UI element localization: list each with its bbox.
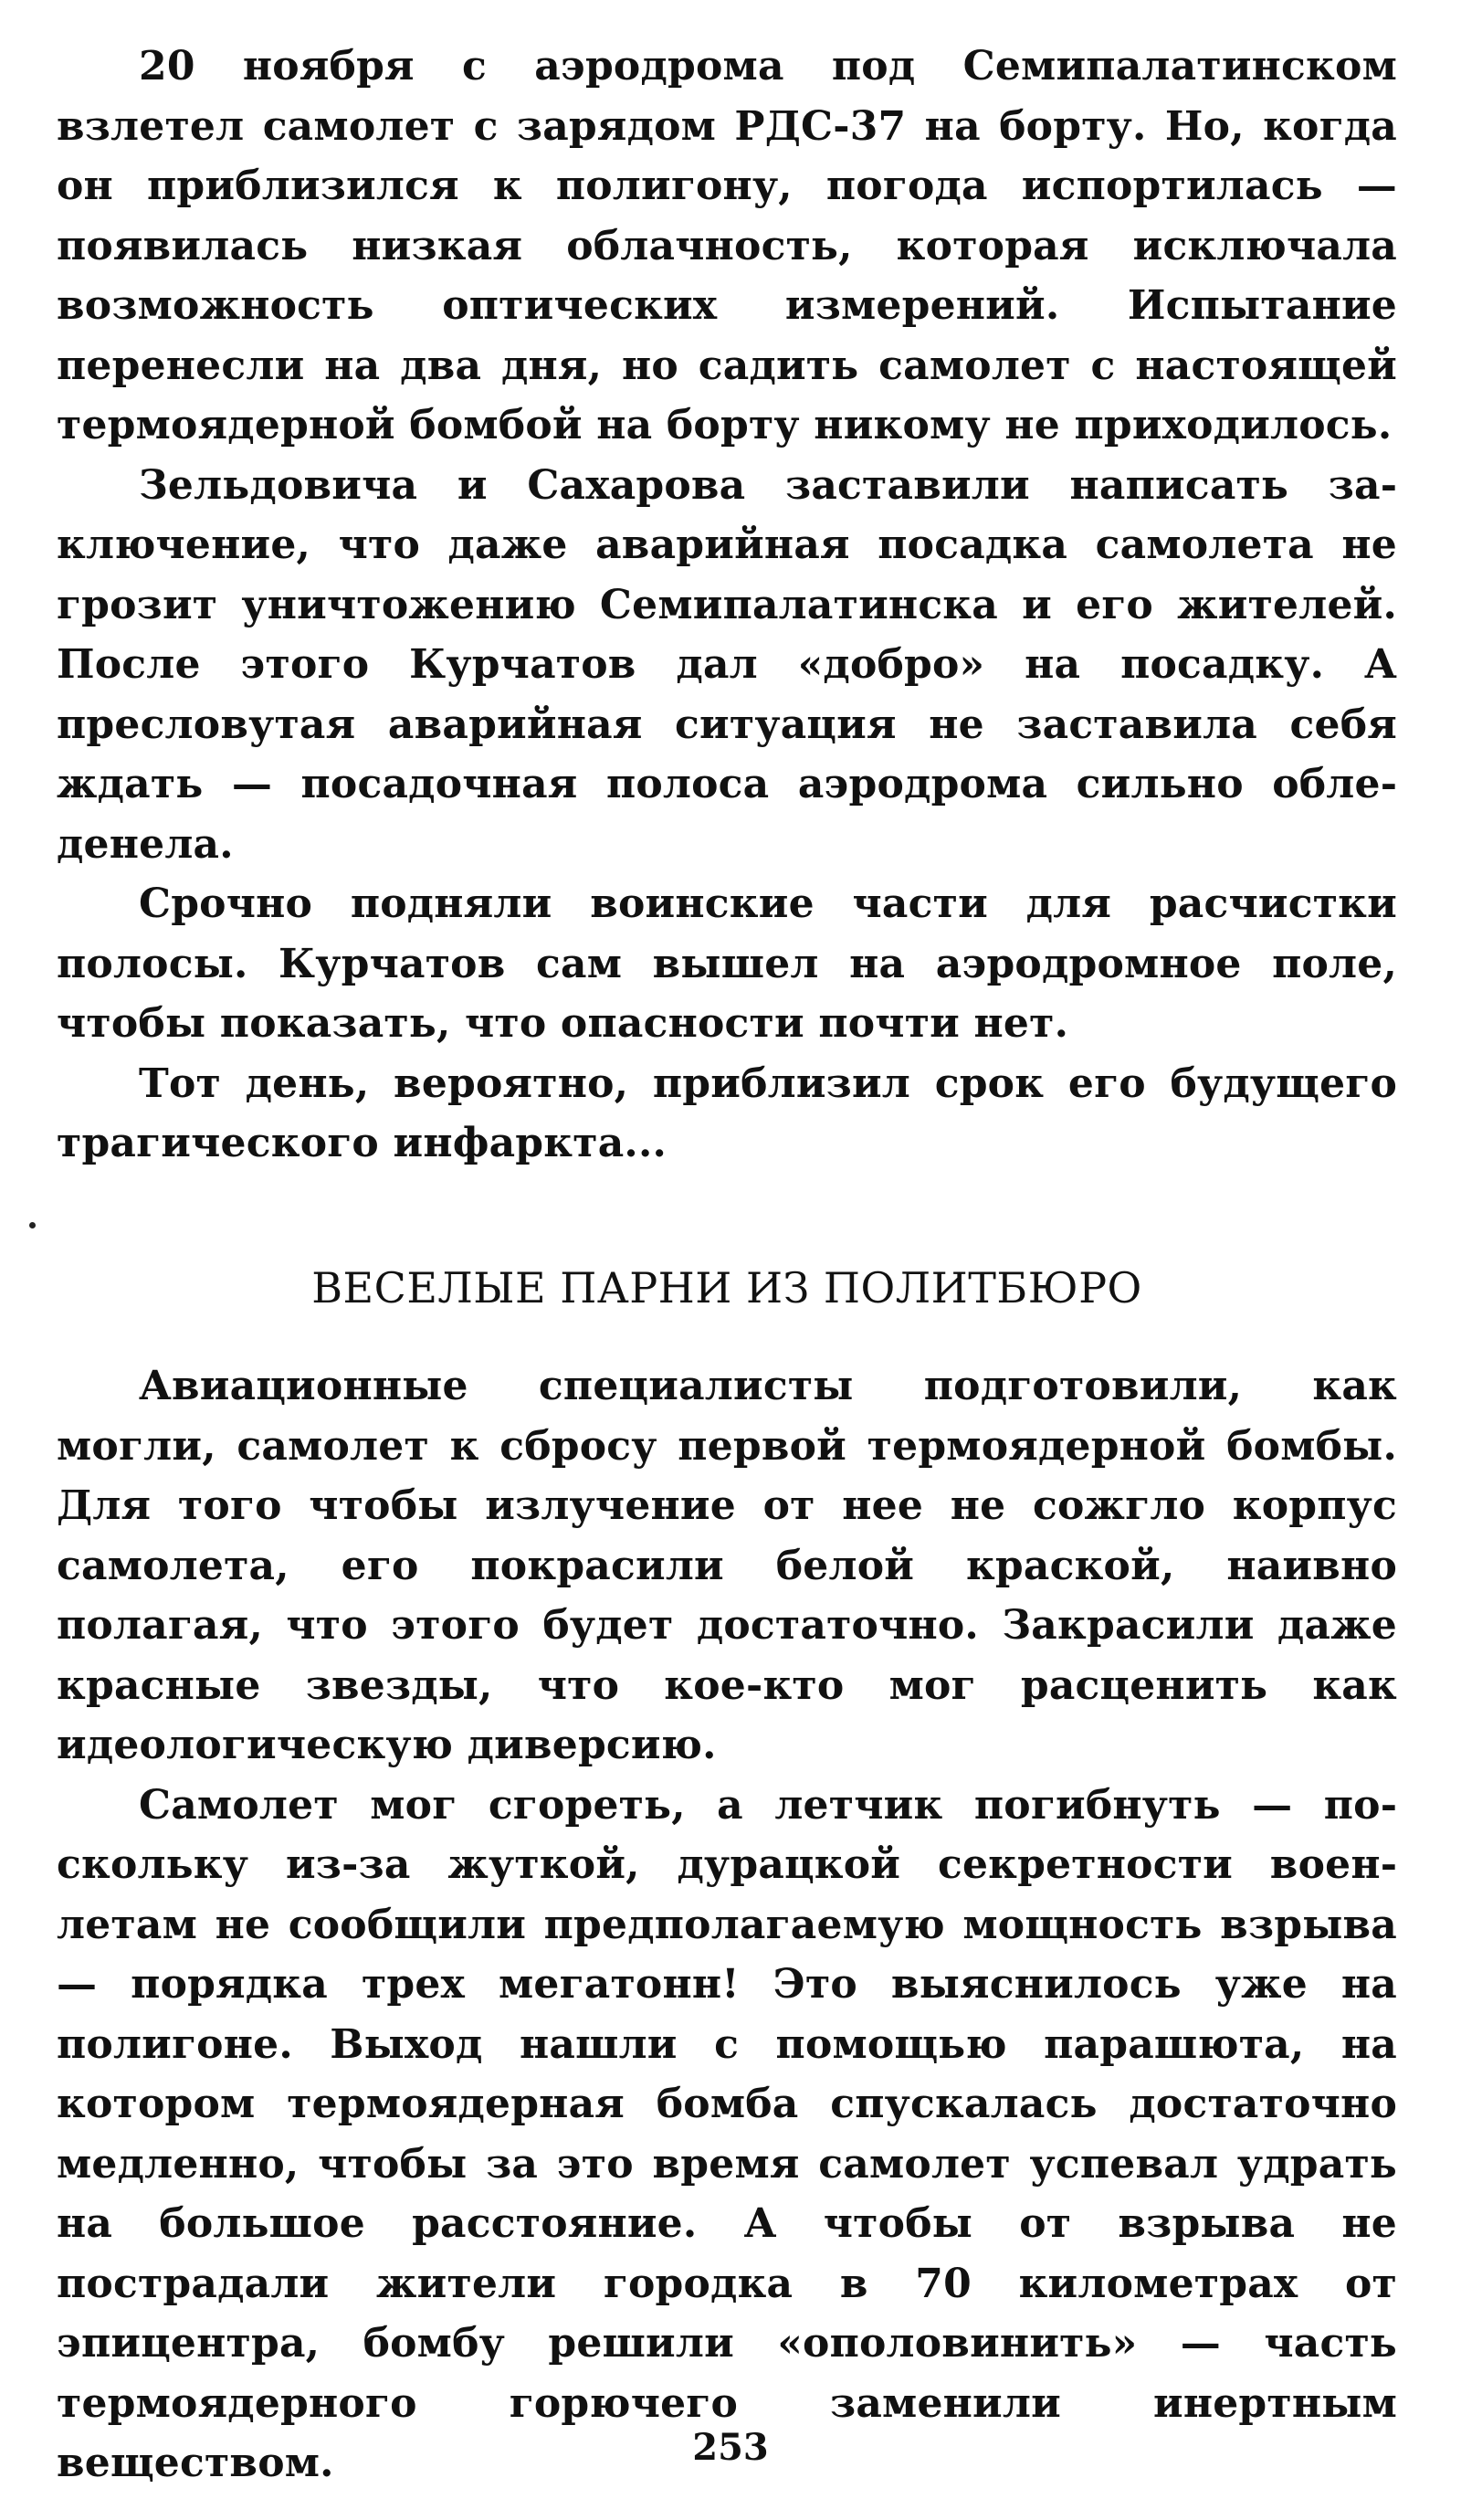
paragraph: 20 ноября с аэродрома под Семипалатинском взлетел самолет с зарядом РДС-37 на борту. Но, когда он приблизился к полигону, погода испортилась — появилась низкая облачность, которая исключала возможность оптических измерений. Испытание перенесли на два дня, но садить самолет с настоящей термоядерной бомбой на борту никому не приходилось. [57, 43, 1397, 448]
chapter-heading: ВЕСЕЛЫЕ ПАРНИ ИЗ ПОЛИТБЮРО [311, 1263, 1142, 1313]
page-number: 253 [692, 2426, 769, 2469]
paragraph: Срочно подняли воинские части для расчистки полосы. Курчатов сам вышел на аэродромное поле, чтобы показать, что опасности почти нет. [57, 880, 1397, 1047]
paragraph: Авиационные специалисты подготовили, как могли, самолет к сбросу первой термоядерной бомбы. Для того чтобы излучение от нее не сожгло корпус самолета, его покрасили белой краской, наивно полагая, что этого будет достаточно. Закрасили даже красные звезды, что кое-кто мог расценить как идеологическую диверсию. [57, 1363, 1397, 1768]
text-section-two [57, 1356, 1397, 2494]
chapter-heading-block [57, 1260, 1397, 1315]
text-section-one [57, 37, 1397, 1166]
paragraph: Зельдовича и Сахарова заставили написать заключение, что даже аварийная посадка самолета не грозит уничтожению Семипалатинска и его жителей. После этого Курчатов дал «добро» на посадку. А пресловутая аварийная ситуация не заставила себя ждать — посадочная полоса аэродрома сильно обледенела. [57, 461, 1397, 868]
paragraph: Самолет мог сгореть, а летчик погибнуть — поскольку из-за жуткой, дурацкой секретности военлетам не сообщили предполагаемую мощность взрыва — порядка трех мегатонн! Это выяснилось уже на полигоне. Выход нашли с помощью парашюта, на котором термоядерная бомба спускалась достаточно медленно, чтобы за это время самолет успевал удрать на большое расстояние. А чтобы от взрыва не пострадали жители городка в 70 километрах от эпицентра, бомбу решили «ополовинить» — часть термоядерного горючего заменили инертным веществом. [57, 1781, 1397, 2486]
print-speck [29, 1222, 36, 1228]
paragraph: Тот день, вероятно, приблизил срок его будущего трагического инфаркта... [57, 1060, 1397, 1166]
